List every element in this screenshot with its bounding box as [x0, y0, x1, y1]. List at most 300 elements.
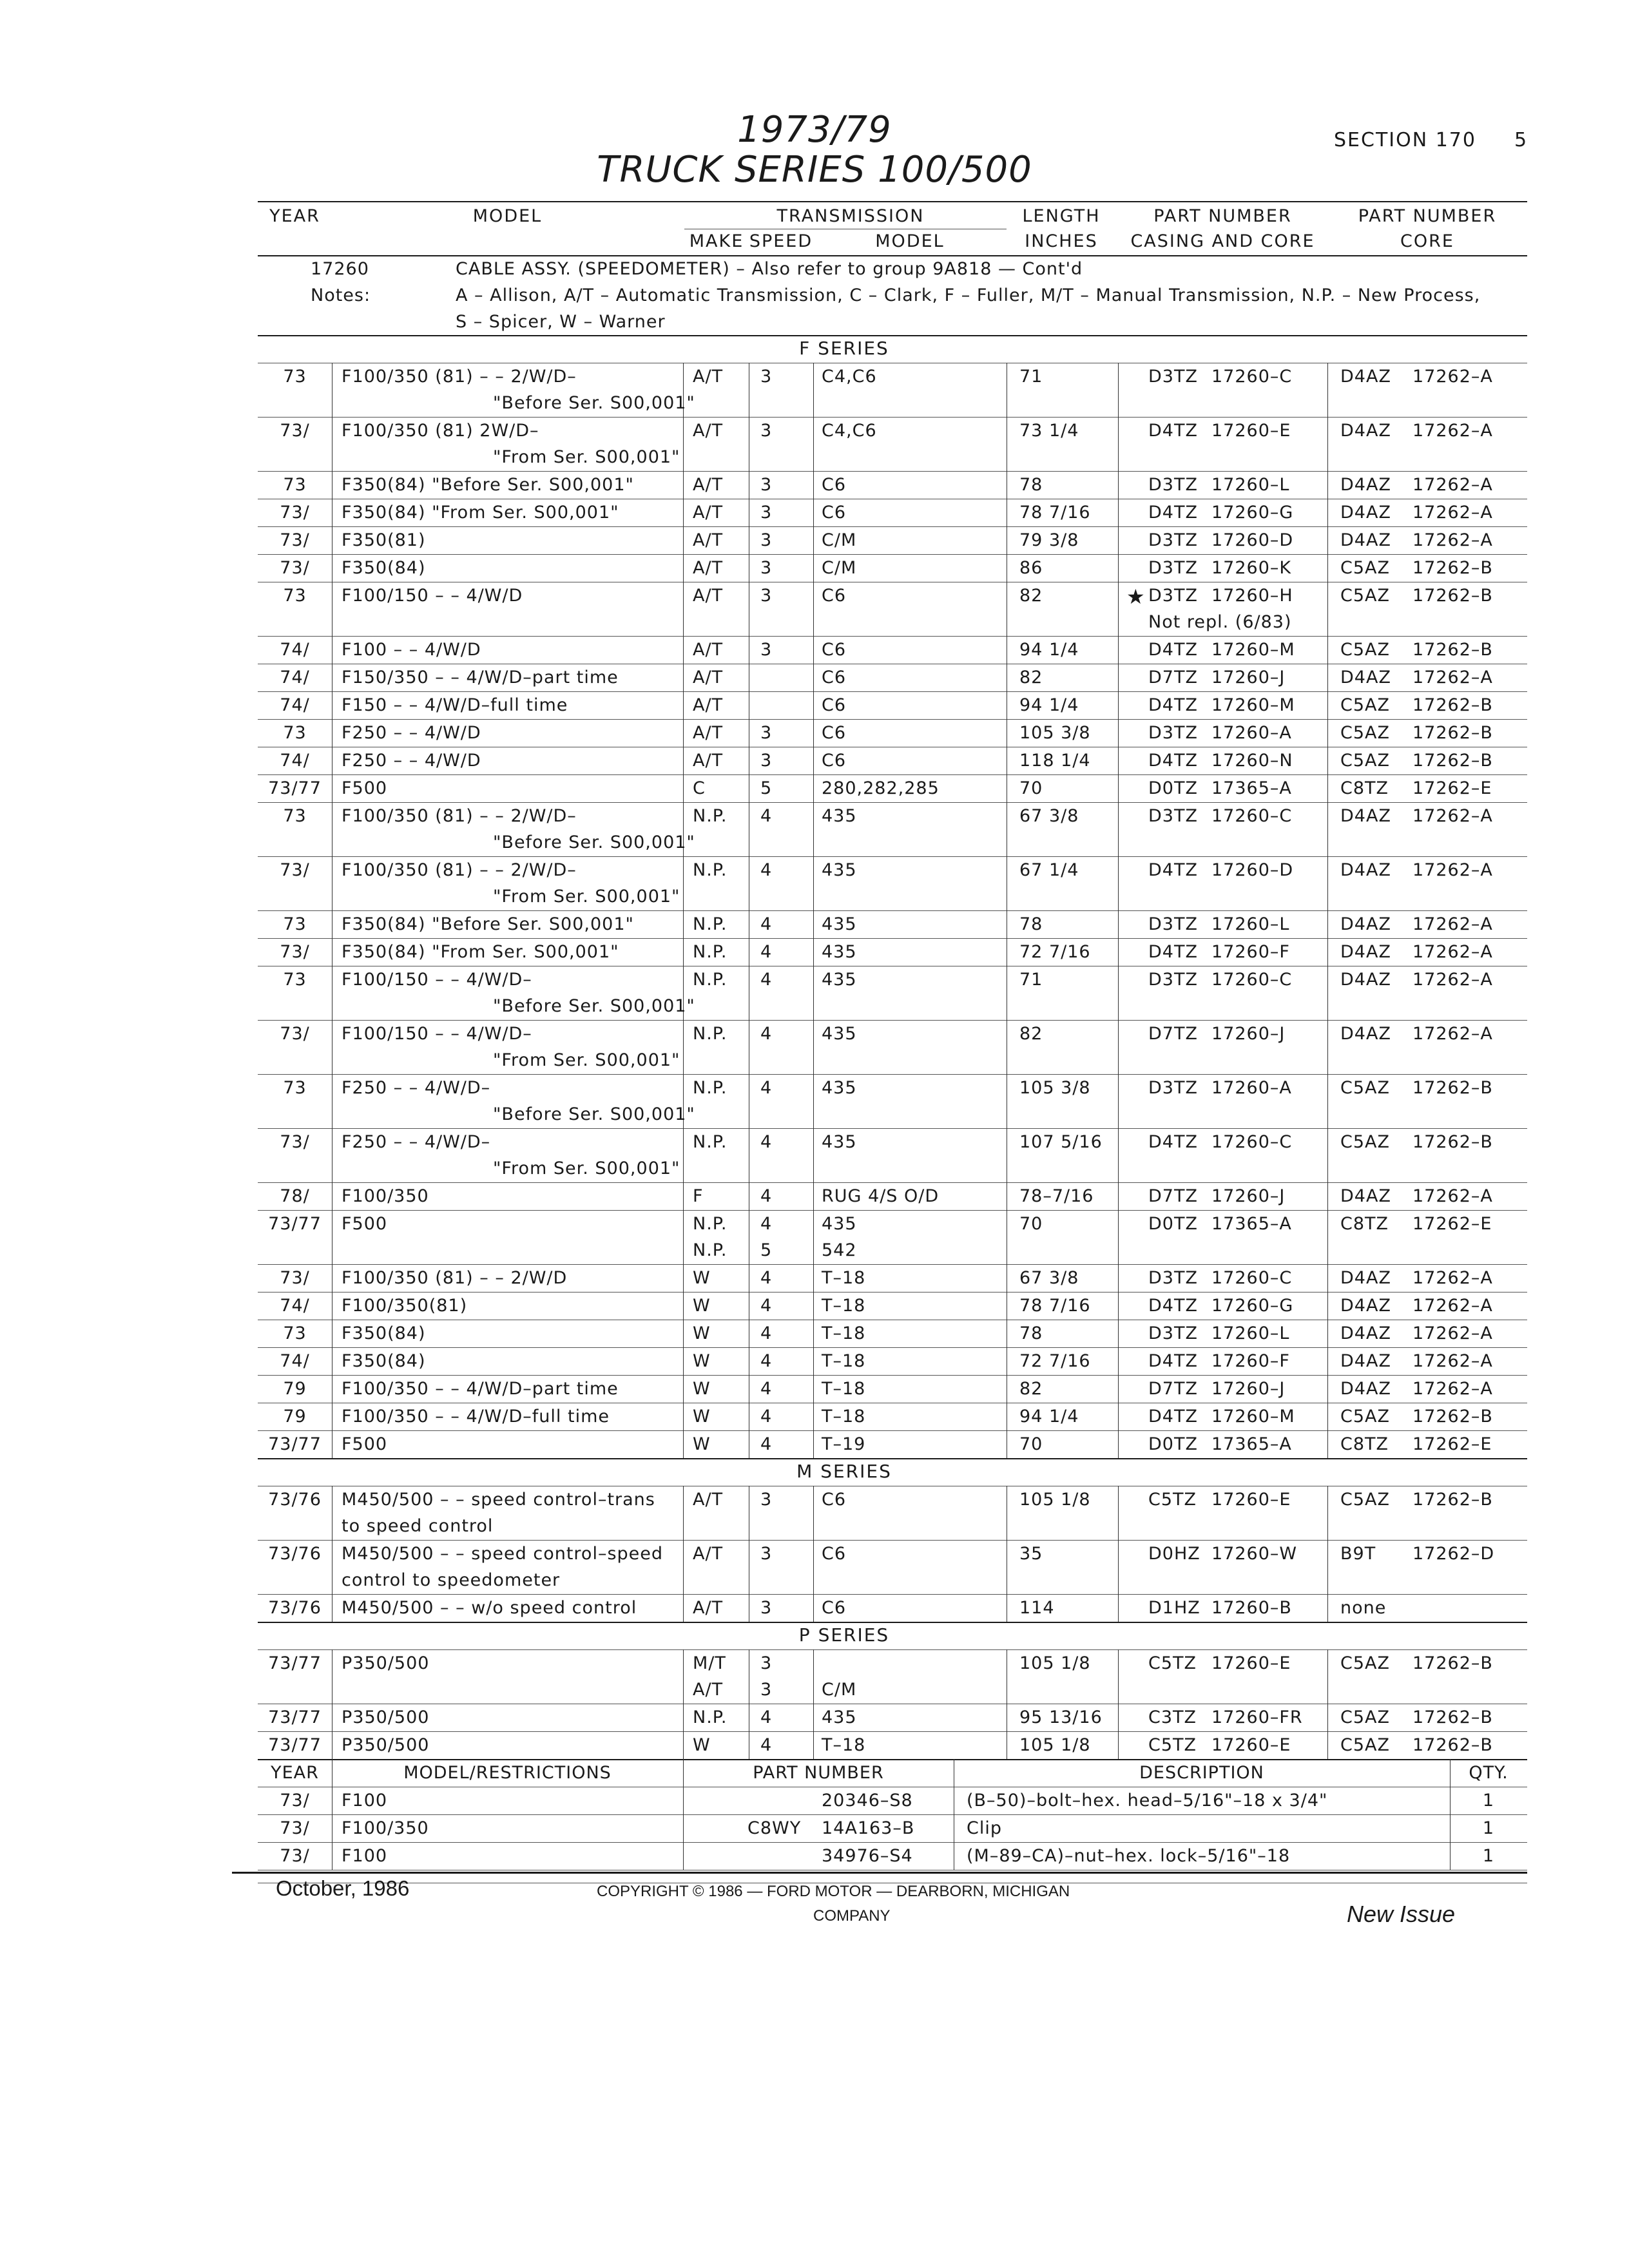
cell-pn-core-number: 17262–A: [1412, 1268, 1493, 1288]
column-rule: [813, 526, 814, 554]
cell-length: 79 3/8: [1019, 530, 1079, 550]
cell-model: F100/350 (81) – – 2/W/D–: [342, 806, 577, 826]
cell-pn-casing-prefix: D3TZ: [1148, 475, 1198, 495]
cell-model-restriction: control to speedometer: [342, 1570, 561, 1590]
column-rule: [1118, 747, 1119, 774]
row-rule: [258, 636, 1527, 637]
col-pn-core-sub: CORE: [1400, 231, 1454, 251]
cell-trans-model: 435: [822, 1707, 857, 1727]
column-rule: [1327, 471, 1328, 499]
column-rule: [332, 664, 333, 691]
cell-pn-core-number: 17262–E: [1412, 1434, 1492, 1454]
cell-trans-model: T–18: [822, 1407, 866, 1427]
group-title: CABLE ASSY. (SPEEDOMETER) – Also refer to group 9A818 — Cont'd: [456, 259, 1083, 279]
row-rule: [258, 471, 1527, 472]
cell-length: 118 1/4: [1019, 751, 1091, 771]
cell-model: F350(84): [342, 1351, 426, 1371]
cell-pn-core-number: 17262–A: [1412, 970, 1493, 990]
column-rule: [332, 966, 333, 1020]
cell-year: 74/: [280, 751, 310, 771]
cell-trans-model: 435: [822, 1132, 857, 1152]
column-rule: [813, 363, 814, 417]
cell-model: F100/350 (81) – – 2/W/D–: [342, 860, 577, 880]
row-rule: [258, 1210, 1527, 1211]
column-rule: [332, 499, 333, 526]
cell-make: N.P.: [693, 1024, 728, 1044]
cell-speed: 3: [760, 723, 773, 743]
cell-pn-core-number: 17262–A: [1412, 1351, 1493, 1371]
cell-year: 73: [283, 1323, 307, 1343]
column-rule: [683, 1210, 684, 1264]
cell-model: F100/350 – – 4/W/D–part time: [342, 1379, 619, 1399]
cell-length: 70: [1019, 1434, 1043, 1454]
cell-length: 73 1/4: [1019, 421, 1079, 441]
cell-make: W: [693, 1351, 711, 1371]
cell-length: 67 3/8: [1019, 806, 1079, 826]
cell-year: 73/77: [268, 1214, 322, 1234]
column-rule: [332, 582, 333, 636]
column-rule: [1118, 1320, 1119, 1347]
row-rule: [258, 1292, 1527, 1293]
row-rule: [258, 774, 1527, 775]
column-rule: [1327, 1182, 1328, 1210]
cell-pn-core-prefix: C5AZ: [1340, 1735, 1390, 1755]
cell-pn-casing-number: 17365–A: [1211, 1214, 1292, 1234]
column-rule: [1327, 1128, 1328, 1182]
cell-pn-casing-number: 17260–J: [1211, 1186, 1286, 1206]
cell-pn-casing-number: 17260–J: [1211, 1024, 1286, 1044]
column-rule: [813, 747, 814, 774]
row-rule: [258, 691, 1527, 692]
cell-year: 73/77: [268, 1735, 322, 1755]
cell-trans-model: 280,282,285: [822, 778, 940, 798]
column-rule: [1118, 1128, 1119, 1182]
column-rule: [813, 471, 814, 499]
column-rule: [1327, 856, 1328, 910]
cell-pn-core-number: 17262–A: [1412, 1323, 1493, 1343]
cell-speed: 5: [760, 778, 773, 798]
cell-make: N.P.: [693, 1214, 728, 1234]
cell-make: W: [693, 1296, 711, 1316]
column-rule: [1327, 1074, 1328, 1128]
cell-trans-model: T–18: [822, 1323, 866, 1343]
cell-year: 74/: [280, 1296, 310, 1316]
column-rule: [683, 910, 684, 938]
column-rule: [332, 719, 333, 747]
cell-trans-model: C/M: [822, 558, 857, 578]
column-rule: [683, 1347, 684, 1375]
column-rule: [1118, 966, 1119, 1020]
cell-trans-model: T–18: [822, 1351, 866, 1371]
cell-pn-casing-prefix: D4TZ: [1148, 1132, 1198, 1152]
cell-make: C: [693, 778, 706, 798]
cell-pn-core-number: 17262–E: [1412, 778, 1492, 798]
cell-make: A/T: [693, 1680, 724, 1700]
column-rule: [813, 1292, 814, 1320]
cell-speed: 3: [760, 475, 773, 495]
column-rule: [1327, 664, 1328, 691]
cell-trans-model: 435: [822, 1078, 857, 1098]
column-rule: [813, 499, 814, 526]
cell-length: 105 1/8: [1019, 1490, 1091, 1510]
cell-trans-model: C6: [822, 586, 847, 606]
cell-trans-model: 435: [822, 942, 857, 962]
cell-make: A/T: [693, 723, 724, 743]
notes-line-1: A – Allison, A/T – Automatic Transmission, C – Clark, F – Fuller, M/T – Manual Transmission, N.P. – New Process,: [456, 285, 1481, 305]
cell-length: 78: [1019, 914, 1043, 934]
hw-part-prefix: C8WY: [747, 1818, 802, 1838]
column-rule: [332, 1128, 333, 1182]
column-rule: [1118, 1540, 1119, 1594]
cell-make: N.P.: [693, 806, 728, 826]
cell-pn-core-number: 17262–B: [1412, 586, 1493, 606]
series-heading: M SERIES: [796, 1461, 892, 1482]
cell-pn-core-number: 17262–B: [1412, 1078, 1493, 1098]
cell-pn-casing-number: 17260–C: [1211, 806, 1293, 826]
cell-pn-core-prefix: D4AZ: [1340, 1296, 1391, 1316]
cell-pn-core-prefix: D4AZ: [1340, 914, 1391, 934]
cell-pn-core-number: 17262–A: [1412, 914, 1493, 934]
page-number: 5: [1514, 129, 1528, 151]
cell-speed: 4: [760, 1024, 773, 1044]
cell-speed: 4: [760, 1735, 773, 1755]
cell-model: M450/500 – – speed control–speed: [342, 1544, 664, 1564]
cell-trans-model: 435: [822, 860, 857, 880]
hw-part-number: 34976–S4: [822, 1846, 913, 1866]
cell-length: 82: [1019, 1379, 1043, 1399]
cell-trans-model: T–18: [822, 1735, 866, 1755]
hw-year: 73/: [280, 1818, 310, 1838]
cell-pn-core-number: 17262–A: [1412, 367, 1493, 387]
column-rule: [332, 938, 333, 966]
column-rule: [813, 856, 814, 910]
footer-copyright: COPYRIGHT © 1986 — FORD MOTOR — DEARBORN, MICHIGAN: [597, 1883, 1070, 1900]
cell-model: P350/500: [342, 1735, 430, 1755]
column-rule: [683, 856, 684, 910]
column-rule: [1327, 1731, 1328, 1759]
cell-pn-casing-number: 17260–FR: [1211, 1707, 1303, 1727]
cell-year: 73/77: [268, 1653, 322, 1673]
cell-model-restriction: "From Ser. S00,001": [493, 447, 680, 467]
cell-pn-core-number: 17262–B: [1412, 723, 1493, 743]
column-rule: [1327, 1210, 1328, 1264]
cell-pn-core-prefix: D4AZ: [1340, 1268, 1391, 1288]
column-rule: [1118, 938, 1119, 966]
row-rule: [258, 1375, 1527, 1376]
column-rule: [683, 1182, 684, 1210]
cell-pn-casing-prefix: C5TZ: [1148, 1653, 1197, 1673]
cell-make: M/T: [693, 1653, 726, 1673]
section-label: SECTION 170: [1334, 129, 1476, 151]
cell-pn-core-prefix: D4AZ: [1340, 806, 1391, 826]
column-rule: [683, 1649, 684, 1704]
cell-pn-casing-number: 17365–A: [1211, 778, 1292, 798]
column-rule: [332, 1430, 333, 1458]
column-rule: [813, 1128, 814, 1182]
column-rule: [813, 1020, 814, 1074]
cell-make: W: [693, 1379, 711, 1399]
cell-speed: 4: [760, 970, 773, 990]
cell-pn-casing-number: 17260–L: [1211, 475, 1290, 495]
notes-label: Notes:: [311, 285, 371, 305]
cell-pn-casing-number: 17365–A: [1211, 1434, 1292, 1454]
cell-pn-core-prefix: D4AZ: [1340, 530, 1391, 550]
cell-year: 73/: [280, 942, 310, 962]
cell-trans-model: C6: [822, 695, 847, 715]
col-speed-header: SPEED: [749, 231, 813, 251]
cell-pn-core-number: 17262–A: [1412, 668, 1493, 687]
cell-length: 107 5/16: [1019, 1132, 1103, 1152]
cell-make: A/T: [693, 668, 724, 687]
cell-year: 73: [283, 806, 307, 826]
row-rule: [258, 802, 1527, 803]
hw-row-rule: [258, 1842, 1527, 1843]
column-rule: [332, 1320, 333, 1347]
cell-trans-model: 435: [822, 1024, 857, 1044]
cell-pn-casing-number: 17260–F: [1211, 942, 1290, 962]
column-rule: [332, 1814, 333, 1842]
cell-trans-model: C6: [822, 475, 847, 495]
cell-model: F350(81): [342, 530, 426, 550]
column-rule: [1327, 1347, 1328, 1375]
cell-year: 73/76: [268, 1598, 322, 1618]
cell-year: 73/77: [268, 1434, 322, 1454]
cell-model: F250 – – 4/W/D: [342, 751, 481, 771]
column-rule: [332, 774, 333, 802]
cell-trans-model: C4,C6: [822, 421, 877, 441]
column-rule: [332, 691, 333, 719]
column-rule: [1118, 582, 1119, 636]
cell-pn-casing-prefix: D4TZ: [1148, 860, 1198, 880]
column-rule: [813, 1731, 814, 1759]
column-rule: [813, 1347, 814, 1375]
cell-pn-casing-number: 17260–E: [1211, 1653, 1291, 1673]
cell-pn-casing-number: 17260–K: [1211, 558, 1292, 578]
cell-pn-casing-number: 17260–C: [1211, 970, 1293, 990]
column-rule: [683, 417, 684, 471]
column-rule: [813, 719, 814, 747]
row-rule: [258, 417, 1527, 418]
column-rule: [1327, 1403, 1328, 1430]
row-rule: [258, 1731, 1527, 1732]
cell-pn-casing-prefix: D3TZ: [1148, 1268, 1198, 1288]
cell-pn-casing-prefix: D7TZ: [1148, 1186, 1198, 1206]
cell-pn-core-number: 17262–B: [1412, 558, 1493, 578]
col-trans-model-header: MODEL: [875, 231, 945, 251]
cell-pn-core-prefix: C8TZ: [1340, 1214, 1389, 1234]
cell-length: 105 3/8: [1019, 1078, 1091, 1098]
cell-pn-core-prefix: D4AZ: [1340, 860, 1391, 880]
cell-speed: 4: [760, 1407, 773, 1427]
cell-pn-casing-prefix: D3TZ: [1148, 1078, 1198, 1098]
row-rule: [258, 1020, 1527, 1021]
cell-pn-casing-number: 17260–J: [1211, 668, 1286, 687]
row-rule: [258, 938, 1527, 939]
cell-year: 74/: [280, 640, 310, 660]
cell-pn-casing-number: 17260–H: [1211, 586, 1293, 606]
column-rule: [1118, 1074, 1119, 1128]
column-rule: [813, 1594, 814, 1622]
column-rule: [1327, 938, 1328, 966]
column-rule: [813, 582, 814, 636]
column-rule: [1327, 1264, 1328, 1292]
row-rule: [258, 554, 1527, 555]
column-rule: [683, 471, 684, 499]
col-make-header: MAKE: [689, 231, 744, 251]
column-rule: [1118, 856, 1119, 910]
cell-pn-casing-prefix: D4TZ: [1148, 942, 1198, 962]
col-pn-core-header: PART NUMBER: [1358, 206, 1497, 226]
cell-pn-casing-prefix: D0HZ: [1148, 1544, 1200, 1564]
column-rule: [1327, 1292, 1328, 1320]
cell-trans-model: C/M: [822, 1680, 857, 1700]
cell-length: 71: [1019, 970, 1043, 990]
cell-make: N.P.: [693, 1132, 728, 1152]
column-rule: [332, 802, 333, 856]
cell-pn-core-prefix: C5AZ: [1340, 695, 1390, 715]
column-rule: [1118, 1210, 1119, 1264]
cell-year: 73/: [280, 1132, 310, 1152]
cell-pn-core-prefix: C5AZ: [1340, 1132, 1390, 1152]
col-length-header: LENGTH: [1022, 206, 1101, 226]
cell-length: 78 7/16: [1019, 1296, 1091, 1316]
cell-model: F500: [342, 1434, 388, 1454]
col-inches-header: INCHES: [1025, 231, 1098, 251]
cell-pn-core-number: 17262–B: [1412, 1707, 1493, 1727]
cell-model: F250 – – 4/W/D: [342, 723, 481, 743]
cell-make: W: [693, 1735, 711, 1755]
cell-year: 73/: [280, 1268, 310, 1288]
column-rule: [813, 1210, 814, 1264]
column-rule: [1327, 1704, 1328, 1731]
cell-trans-model: 435: [822, 914, 857, 934]
column-rule: [813, 1540, 814, 1594]
cell-pn-core-number: 17262–B: [1412, 1407, 1493, 1427]
cell-speed: 3: [760, 1680, 773, 1700]
cell-make: N.P.: [693, 1240, 728, 1260]
cell-length: 94 1/4: [1019, 640, 1079, 660]
cell-speed: 4: [760, 1186, 773, 1206]
hw-model: F100: [342, 1846, 388, 1866]
column-rule: [1118, 1292, 1119, 1320]
cell-pn-core-number: 17262–B: [1412, 1735, 1493, 1755]
cell-speed: 3: [760, 1598, 773, 1618]
cell-make: A/T: [693, 1490, 724, 1510]
row-rule: [258, 1264, 1527, 1265]
cell-pn-casing-number: 17260–N: [1211, 751, 1293, 771]
column-rule: [813, 636, 814, 664]
cell-make: W: [693, 1268, 711, 1288]
cell-pn-core-prefix: C8TZ: [1340, 1434, 1389, 1454]
hw-part-number: 20346–S8: [822, 1791, 913, 1811]
cell-pn-core-prefix: D4AZ: [1340, 1379, 1391, 1399]
cell-pn-core-number: 17262–B: [1412, 751, 1493, 771]
cell-pn-casing-prefix: D4TZ: [1148, 695, 1198, 715]
column-rule: [332, 471, 333, 499]
column-rule: [813, 1320, 814, 1347]
hw-model: F100/350: [342, 1818, 429, 1838]
row-rule: [258, 1540, 1527, 1541]
cell-pn-core-prefix: D4AZ: [1340, 503, 1391, 523]
column-rule: [1118, 1594, 1119, 1622]
column-rule: [1327, 1540, 1328, 1594]
cell-pn-core-prefix: D4AZ: [1340, 668, 1391, 687]
cell-model: F100/150 – – 4/W/D–: [342, 1024, 532, 1044]
cell-make: A/T: [693, 558, 724, 578]
column-rule: [1118, 1430, 1119, 1458]
cell-model: F100/350(81): [342, 1296, 468, 1316]
column-rule: [1327, 1486, 1328, 1540]
cell-trans-model: 435: [822, 970, 857, 990]
cell-make: N.P.: [693, 1078, 728, 1098]
column-rule: [683, 1403, 684, 1430]
cell-speed: 3: [760, 640, 773, 660]
cell-pn-core-number: 17262–B: [1412, 640, 1493, 660]
column-rule: [683, 1704, 684, 1731]
column-rule: [813, 1486, 814, 1540]
column-rule: [1118, 1649, 1119, 1704]
cell-speed: 4: [760, 860, 773, 880]
cell-pn-core-prefix: D4AZ: [1340, 367, 1391, 387]
cell-speed: 4: [760, 806, 773, 826]
hw-model: F100: [342, 1791, 388, 1811]
cell-pn-casing-prefix: D4TZ: [1148, 1407, 1198, 1427]
cell-year: 73/: [280, 421, 310, 441]
cell-speed: 4: [760, 1132, 773, 1152]
column-rule: [1327, 526, 1328, 554]
cell-pn-casing-number: 17260–M: [1211, 640, 1295, 660]
hw-desc: Clip: [967, 1818, 1002, 1838]
row-rule: [258, 910, 1527, 911]
column-rule: [332, 1594, 333, 1622]
cell-make: A/T: [693, 530, 724, 550]
cell-pn-core-prefix: D4AZ: [1340, 942, 1391, 962]
column-rule: [1118, 417, 1119, 471]
series-heading: F SERIES: [799, 338, 889, 359]
column-rule: [1327, 1320, 1328, 1347]
cell-pn-casing-number: 17260–C: [1211, 1132, 1293, 1152]
cell-year: 74/: [280, 1351, 310, 1371]
header-bottom-rule: [258, 255, 1527, 256]
cell-speed: 4: [760, 1214, 773, 1234]
cell-pn-casing-number: 17260–D: [1211, 530, 1294, 550]
column-rule: [1327, 499, 1328, 526]
cell-model: F350(84) "Before Ser. S00,001": [342, 914, 634, 934]
column-rule: [1118, 1731, 1119, 1759]
notes-line-2: S – Spicer, W – Warner: [456, 312, 666, 332]
cell-pn-core-prefix: D4AZ: [1340, 475, 1391, 495]
cell-pn-core-number: 17262–A: [1412, 475, 1493, 495]
cell-year: 73: [283, 723, 307, 743]
cell-pn-casing-prefix: D3TZ: [1148, 970, 1198, 990]
column-rule: [683, 1320, 684, 1347]
column-rule: [1118, 1375, 1119, 1403]
cell-year: 73: [283, 586, 307, 606]
cell-length: 105 1/8: [1019, 1653, 1091, 1673]
cell-speed: 4: [760, 1351, 773, 1371]
cell-length: 70: [1019, 778, 1043, 798]
cell-speed: 4: [760, 1707, 773, 1727]
cell-length: 78: [1019, 475, 1043, 495]
column-rule: [332, 747, 333, 774]
column-rule: [683, 938, 684, 966]
cell-pn-casing-prefix: D3TZ: [1148, 530, 1198, 550]
column-rule: [683, 1731, 684, 1759]
column-rule: [813, 1375, 814, 1403]
cell-speed: 3: [760, 1653, 773, 1673]
cell-speed: 4: [760, 914, 773, 934]
column-rule: [1327, 582, 1328, 636]
